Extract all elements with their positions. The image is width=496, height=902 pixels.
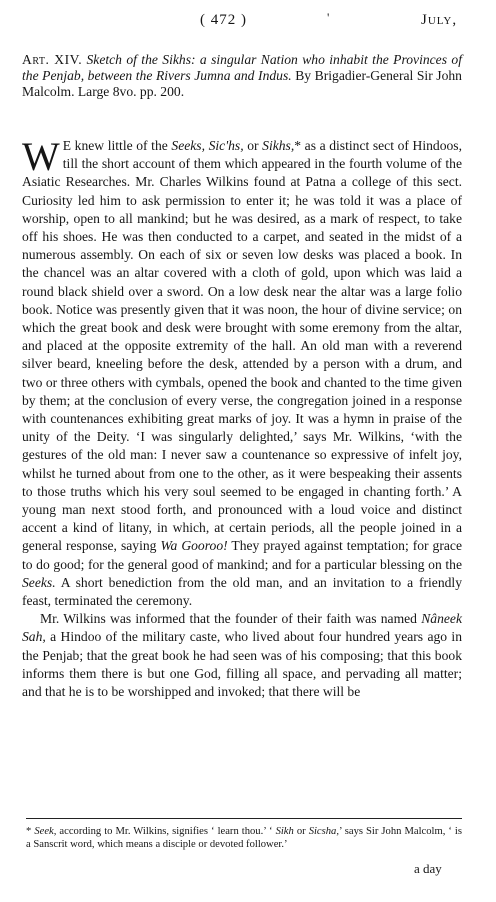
catchword: a day	[414, 861, 442, 876]
p2-founder-name: Nâneek Sah,	[22, 611, 462, 645]
p1-seeks: Seeks, Sic'hs,	[171, 138, 244, 153]
p2-text-b: a Hindoo of the military caste, who lived about four hundred years ago in the Penjab; that the great book he had seen was of his composing; that this book informs them there is but one God, filling all space, and pervading all matter; and that he is to be worshipped and invoked; that there will be	[22, 629, 462, 700]
paragraph-2	[22, 610, 462, 701]
paragraph-1	[22, 134, 462, 610]
fn-text-c: or	[293, 826, 309, 837]
article-title: Sketch of the Sikhs: a singular Nation who inhabit the Provinces of the Penjab, between the Rivers Jumna and Indus.	[22, 52, 462, 84]
p1-sikhs: Sikhs,	[262, 138, 295, 153]
running-header	[0, 12, 496, 32]
p1-text-d: They prayed against temptation; for grace to do good; for the general good of mankind; and for a particular blessing on the	[22, 538, 462, 572]
p1-text-b: or	[243, 138, 263, 153]
article-heading	[22, 52, 462, 101]
p2-text-a: Mr. Wilkins was informed that the founder of their faith was named	[40, 611, 422, 627]
fn-sicsha: Sicsha,	[308, 826, 339, 837]
fn-star: *	[26, 826, 35, 837]
fn-seek: Seek,	[34, 826, 57, 837]
footnote	[26, 825, 462, 851]
fn-sikh: Sikh	[275, 826, 294, 837]
p1-wa-gooroo: Wa Gooroo!	[160, 538, 228, 554]
article-number: Art. XIV.	[22, 52, 83, 67]
fn-text-d: ’ says Sir John Malcolm, ‘ is a Sanscrit word, which means a disciple or devoted follower.’	[26, 826, 462, 850]
p1-text-e: A short benediction from the old man, and an invitation to a friendly feast, terminated the ceremony.	[22, 574, 462, 609]
p1-text-a: E knew little of the	[62, 138, 172, 153]
footnote-rule	[26, 818, 462, 819]
article-body	[22, 134, 462, 701]
header-month: July,	[421, 12, 458, 28]
article-author: By Brigadier-General Sir John Malcolm. Large 8vo. pp. 200.	[22, 68, 462, 100]
p1-seeks-2: Seeks.	[22, 574, 56, 590]
p1-text-c: * as a distinct sect of Hindoos, till the short account of them which appeared in the fourth volume of the Asiatic Researches. Mr. Charles Wilkins found at Patna a college of this sect. Curiosity led him to ask permission to enter it; he was told it was a place of worship, open to all mankind; but he was desired, as a mark of respect, to take off his shoes. He was then conducted to a carpet, and seated in the midst of a numerous assembly. On each of six or seven low desks was placed a book. In the chancel was an altar covered with a cloth of gold, upon which was laid a round black shield over a sword. On a low desk near the altar was a large folio book. Notice was presently given that it was noon, the hour of divine service; on which the great book and desk were brought with some eremony from the altar, and placed at the opposite extremity of the hall. An old man with a reverend silver beard, kneeling before the desk, attended by a person with a drum, and two or three others with cymbals, opened the book and chanted to the time given by them; at the conclusion of every verse, the congregation joined in a response with countenances exhibiting great marks of joy. It was a hymn in praise of the unity of the Deity. ‘I was singularly delighted,’ says Mr. Wilkins, ‘with the gestures of the old man: I never saw a countenance so expressive of infelt joy, whilst he turned about from one to the other, as it were bespeaking their assents to those truths which his very soul seemed to be engaged in chanting forth.’ A young man next stood forth, and pronounced with a loud voice and distinct accent a kind of litany, in which, at certain periods, all the people joined in a general response, saying	[22, 138, 462, 554]
drop-cap: W	[22, 134, 60, 179]
page-number: ( 472 )	[200, 12, 247, 28]
fn-text-b: according to Mr. Wilkins, signifies ‘ learn thou.’ ‘	[56, 826, 276, 837]
header-mark: '	[327, 10, 330, 25]
